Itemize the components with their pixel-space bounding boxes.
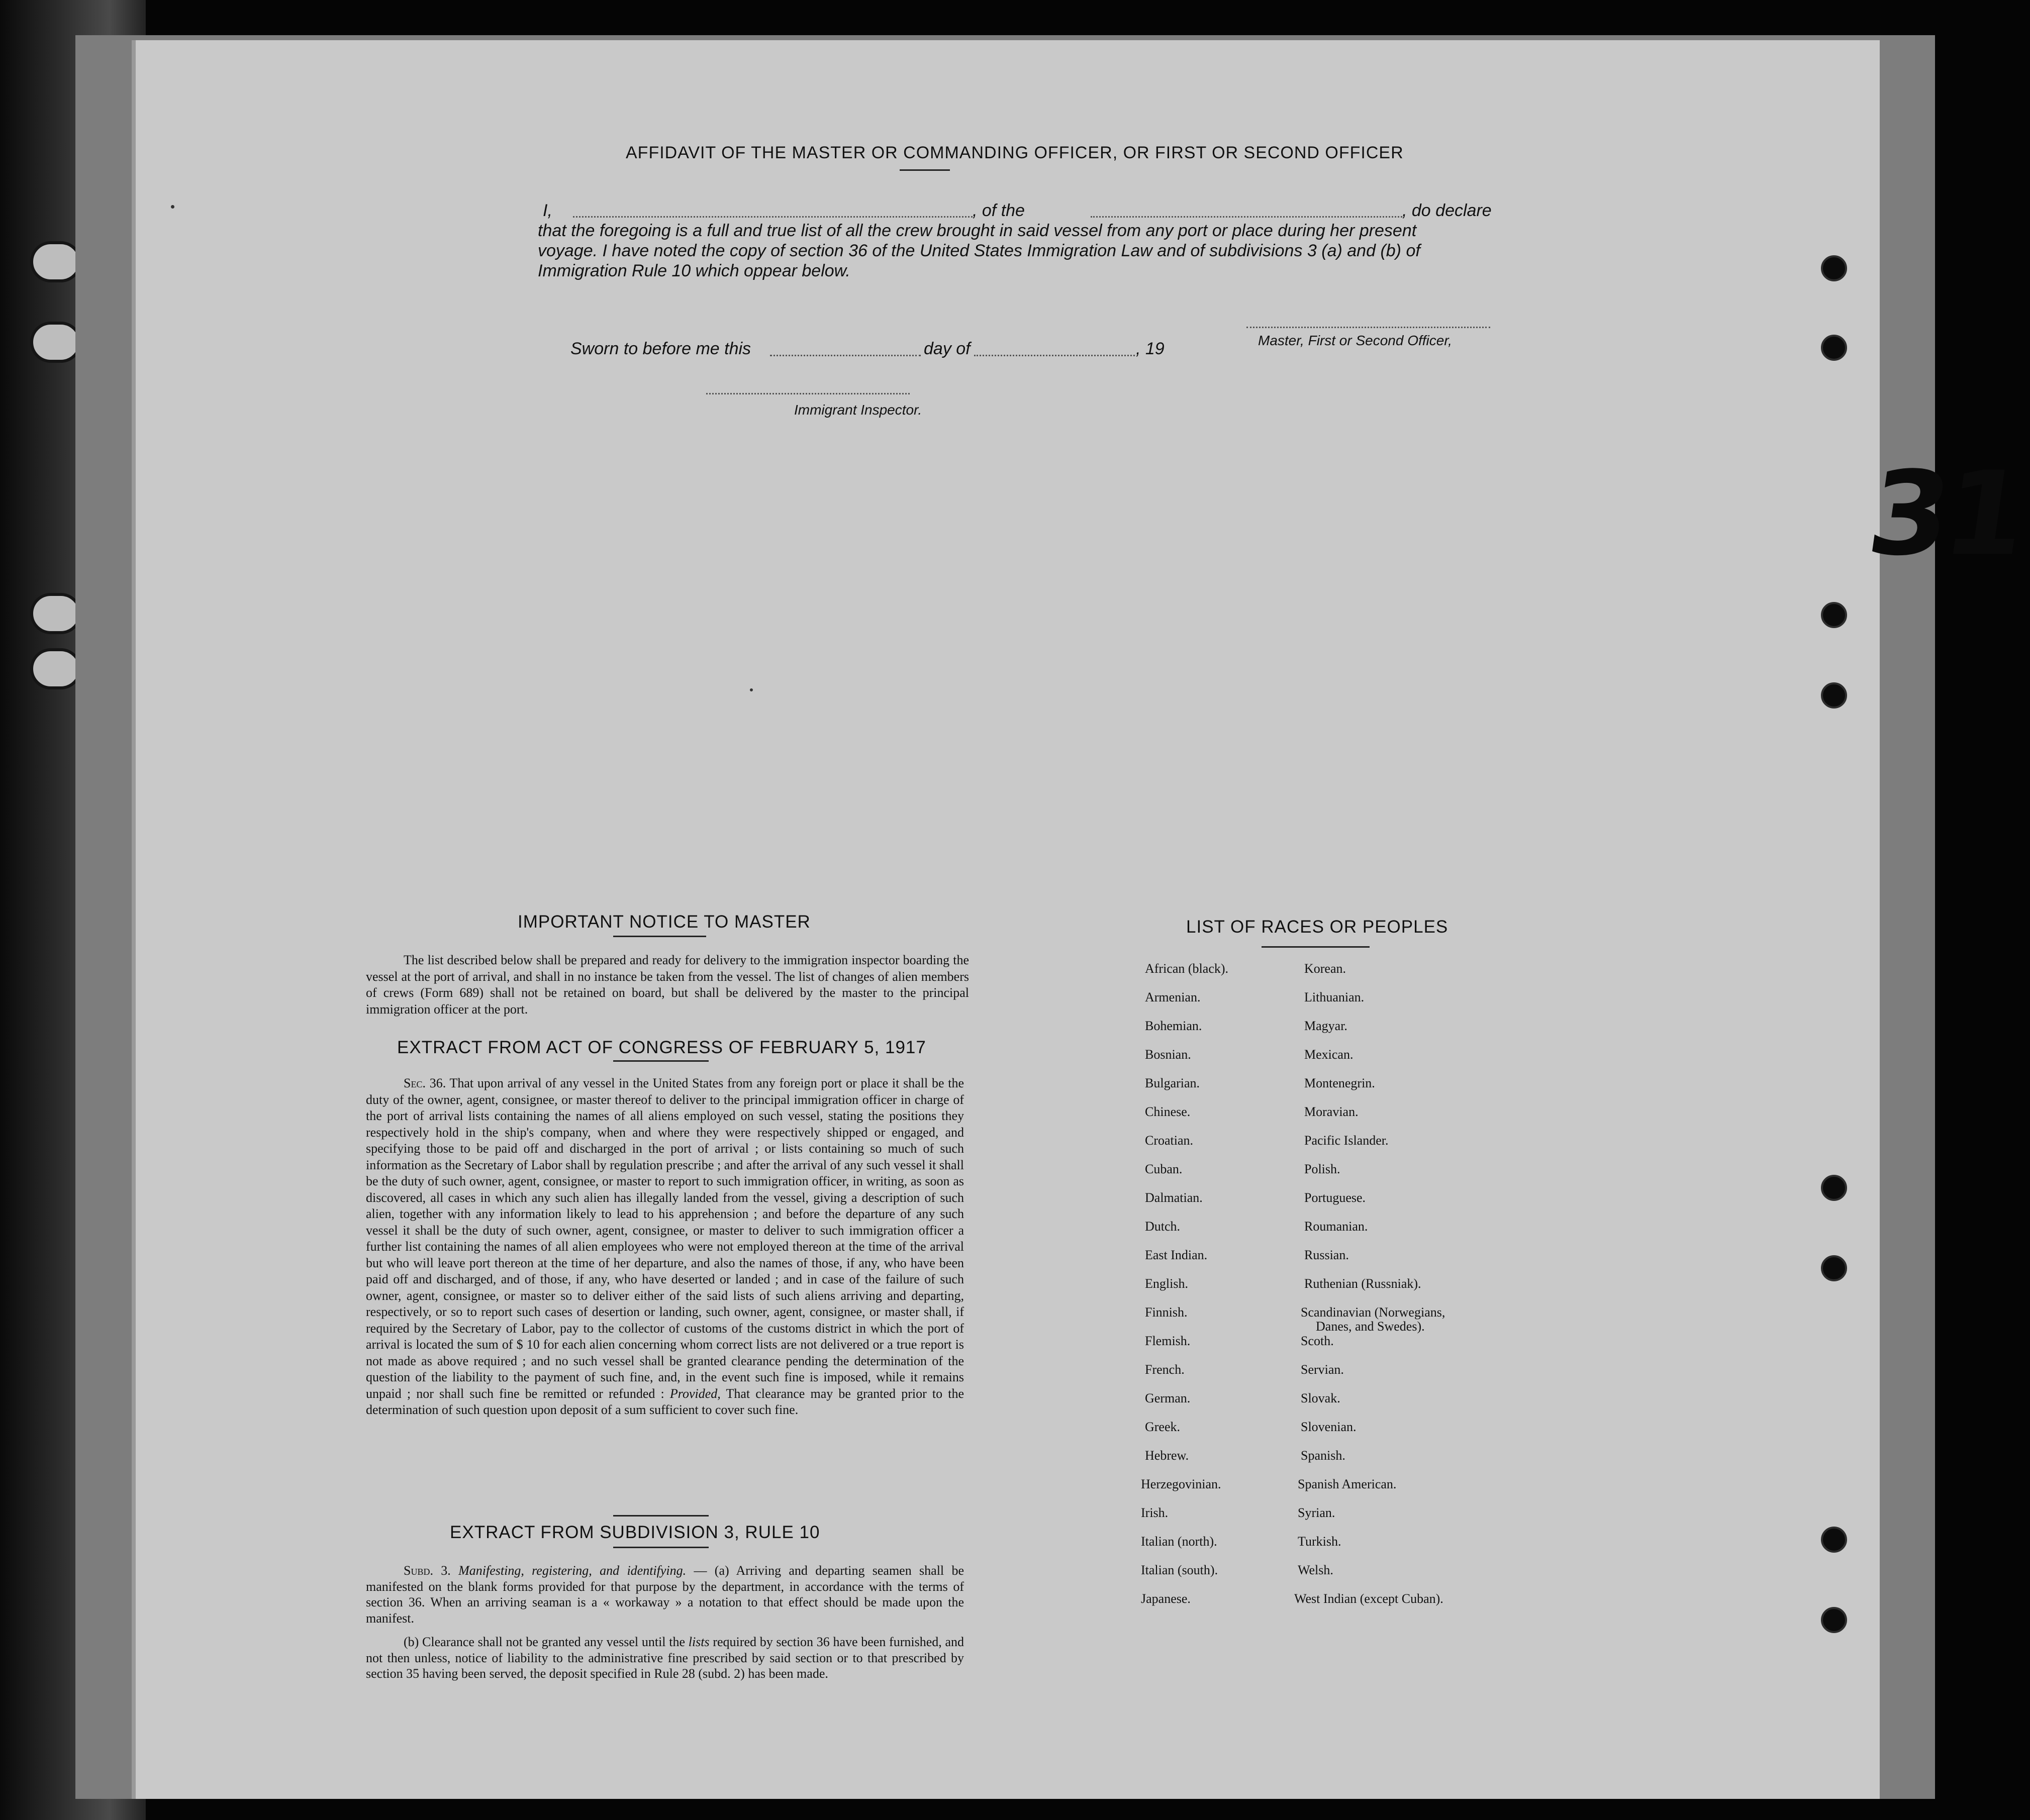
act-text-end: That clearance may be granted prior to the determination of such question upon deposit of a sum sufficient to cover such fine.	[366, 1386, 964, 1417]
races-rule	[1262, 946, 1370, 948]
race-left: Flemish.	[1145, 1334, 1191, 1348]
inspector-signature-blank[interactable]	[706, 393, 910, 394]
race-right: Servian.	[1301, 1362, 1344, 1377]
binder-ring-hole	[30, 593, 81, 634]
act-body	[366, 1075, 964, 1419]
race-left: Italian (north).	[1141, 1534, 1217, 1549]
scan-speck	[750, 688, 753, 691]
race-left: Finnish.	[1145, 1305, 1188, 1320]
rule-subd-title: Manifesting, registering, and identifying.	[458, 1563, 687, 1578]
sworn-prefix: Sworn to before me this	[570, 339, 751, 358]
race-left: Irish.	[1141, 1505, 1169, 1520]
race-right: Turkish.	[1298, 1534, 1341, 1549]
race-right: West Indian (except Cuban).	[1294, 1591, 1443, 1606]
race-right: Scandinavian (Norwegians,	[1301, 1305, 1445, 1320]
race-right: Slovak.	[1301, 1391, 1340, 1405]
notice-rule	[613, 936, 706, 937]
race-left: Bohemian.	[1145, 1019, 1202, 1033]
act-title: EXTRACT FROM ACT OF CONGRESS OF FEBRUARY 5, 1917	[397, 1038, 926, 1057]
act-rule	[613, 1060, 709, 1062]
notice-body: The list described below shall be prepared and ready for delivery to the immigration inspector boarding the vessel at the port of arrival, and shall in no instance be taken from the vessel. The list of changes of alien members of crews (Form 689) shall not be retained on board, but shall be delivered by the master to the principal immigration officer at the port.	[366, 953, 969, 1017]
race-left: Herzegovinian.	[1141, 1477, 1221, 1491]
rule-para-b-rest: required by section 36 have been furnished, and not then unless, notice of liability to the administrative fine prescribed by said section or to that prescribed by section 35 having been served, the deposit specified in Rule 28 (subd. 2) has been made.	[366, 1635, 964, 1681]
act-provided: Provided,	[669, 1386, 721, 1401]
punch-hole	[1821, 602, 1847, 628]
name-blank[interactable]	[573, 216, 973, 218]
sworn-year: , 19	[1136, 339, 1165, 358]
rule-para-b-lists: lists	[688, 1635, 710, 1649]
binder-ring-hole	[30, 648, 81, 689]
race-left: Japanese.	[1141, 1591, 1191, 1606]
vessel-blank[interactable]	[1091, 216, 1402, 218]
race-left: Italian (south).	[1141, 1563, 1218, 1577]
rule-para-a	[366, 1563, 964, 1626]
race-left: Croatian.	[1145, 1133, 1194, 1148]
race-left: Armenian.	[1145, 990, 1201, 1004]
rule-bottom-rule	[613, 1547, 709, 1548]
rule-para-b	[366, 1634, 964, 1682]
punch-hole	[1821, 1527, 1847, 1553]
race-left: French.	[1145, 1362, 1185, 1377]
rule-subd: Subd. 3.	[404, 1563, 451, 1578]
declaration-line-2: that the foregoing is a full and true list of all the crew brought in said vessel from any port or place during her present	[538, 221, 1417, 240]
race-right: Portuguese.	[1304, 1190, 1366, 1205]
race-right: Ruthenian (Russniak).	[1304, 1276, 1421, 1291]
binder-ring-hole	[30, 322, 81, 363]
handwritten-page-number: 31	[1860, 447, 2030, 581]
punch-hole	[1821, 1255, 1847, 1281]
master-signature-blank[interactable]	[1246, 327, 1490, 328]
races-title: LIST OF RACES OR PEOPLES	[1186, 917, 1448, 937]
punch-hole	[1821, 1607, 1847, 1633]
race-right: Montenegrin.	[1304, 1076, 1375, 1090]
document-page	[136, 40, 1880, 1799]
race-right: Pacific Islander.	[1304, 1133, 1389, 1148]
affidavit-title: AFFIDAVIT OF THE MASTER OR COMMANDING OFFICER, OR FIRST OR SECOND OFFICER	[626, 143, 1404, 162]
race-left: Bulgarian.	[1145, 1076, 1200, 1090]
declaration-of-the: , of the	[973, 201, 1025, 220]
rule-title: EXTRACT FROM SUBDIVISION 3, RULE 10	[450, 1523, 820, 1542]
race-left: Greek.	[1145, 1420, 1181, 1434]
race-right: Welsh.	[1298, 1563, 1333, 1577]
race-right: Slovenian.	[1301, 1420, 1357, 1434]
punch-hole	[1821, 682, 1847, 709]
declaration-line-3: voyage. I have noted the copy of section 36 of the United States Immigration Law and of subdivisions 3 (a) and (b) of	[538, 241, 1420, 260]
rule-para-b-lead: (b) Clearance shall not be granted any vessel until the	[404, 1635, 685, 1649]
race-left: English.	[1145, 1276, 1188, 1291]
punch-hole	[1821, 1175, 1847, 1201]
race-left: Cuban.	[1145, 1162, 1183, 1176]
race-right: Russian.	[1304, 1248, 1349, 1262]
punch-hole	[1821, 335, 1847, 361]
act-section: Sec. 36.	[404, 1076, 446, 1090]
race-right: Mexican.	[1304, 1047, 1354, 1062]
race-left: German.	[1145, 1391, 1191, 1405]
act-text: That upon arrival of any vessel in the United States from any foreign port or place it shall be the duty of the owner, agent, consignee, or master thereof to deliver to the principal immigration officer in charge of the port of arrival lists containing the names of all aliens employed on such vessel, stating the positions they respectively hold in the ship's company, when and where they were respectively shipped or engaged, and specifying those to be paid off and discharged in the port of arrival ; or lists containing so much of such information as the Secretary of Labor shall by regulation prescribe ; and after the arrival of any such vessel it shall be the duty of such owner, agent, consignee, or master to report to such immigration officer, in writing, as soon as discovered, all cases in which any such alien has illegally landed from the vessel, giving a description of such alien, together with any information likely to lead to his apprehension ; and before the departure of any such vessel it shall be the duty of such owner, agent, consignee, or master to deliver to such immigration officer a further list containing the names of all alien employees who were not employed thereon at the time of the arrival but who will leave port thereon at the time of her departure, and also the names of those, if any, who have been paid off and discharged, and of those, if any, who have deserted or landed ; and in case of the failure of such owner, agent, consignee, or master so to deliver either of the said lists of such aliens arriving and departing, respectively, or so to report such cases of desertion or landing, such owner, agent, consignee, or master shall, if required by the Secretary of Labor, pay to the collector of customs of the customs district in which the port of arrival is located the sum of $ 10 for each alien concerning whom correct lists are not delivered or a true report is not made as above required ; and no such vessel shall be granted clearance pending the determination of the question of the liability to the payment of such fine, and, in the event such fine is imposed, while it remains unpaid ; nor shall such fine be remitted or refunded :	[366, 1076, 964, 1401]
sworn-day-of: day of	[924, 339, 971, 358]
race-right: Magyar.	[1304, 1019, 1347, 1033]
race-left: Dutch.	[1145, 1219, 1181, 1234]
race-right: Spanish American.	[1298, 1477, 1397, 1491]
declaration-line-4: Immigration Rule 10 which oppear below.	[538, 261, 850, 280]
rule-para-a-text: — (a) Arriving and departing seamen shall be manifested on the blank forms provided for that purpose by the department, in accordance with the terms of section 36. When an arriving seaman is a « workaway » a notation to that effect should be made upon the manifest.	[366, 1563, 964, 1626]
race-right: Danes, and Swedes).	[1316, 1319, 1425, 1334]
declaration-declare: , do declare	[1402, 201, 1492, 220]
sworn-day-blank[interactable]	[770, 355, 921, 356]
race-left: Dalmatian.	[1145, 1190, 1203, 1205]
race-right: Roumanian.	[1304, 1219, 1368, 1234]
race-right: Moravian.	[1304, 1104, 1359, 1119]
race-right: Syrian.	[1298, 1505, 1335, 1520]
notice-title: IMPORTANT NOTICE TO MASTER	[518, 912, 811, 932]
master-signature-label: Master, First or Second Officer,	[1258, 333, 1452, 348]
title-rule	[900, 169, 950, 171]
scan-speck	[171, 205, 174, 209]
race-right: Lithuanian.	[1304, 990, 1365, 1004]
race-left: Bosnian.	[1145, 1047, 1191, 1062]
race-left: Chinese.	[1145, 1104, 1191, 1119]
punch-hole	[1821, 255, 1847, 281]
race-right: Spanish.	[1301, 1448, 1345, 1463]
inspector-signature-label: Immigrant Inspector.	[794, 402, 922, 418]
race-right: Scoth.	[1301, 1334, 1334, 1348]
rule-top-rule	[613, 1515, 709, 1516]
binder-ring-hole	[30, 241, 81, 282]
race-left: African (black).	[1145, 961, 1229, 976]
race-left: East Indian.	[1145, 1248, 1208, 1262]
sworn-month-blank[interactable]	[974, 355, 1135, 356]
race-right: Polish.	[1304, 1162, 1340, 1176]
race-left: Hebrew.	[1145, 1448, 1189, 1463]
race-right: Korean.	[1304, 961, 1346, 976]
declaration-i: I,	[543, 201, 552, 220]
